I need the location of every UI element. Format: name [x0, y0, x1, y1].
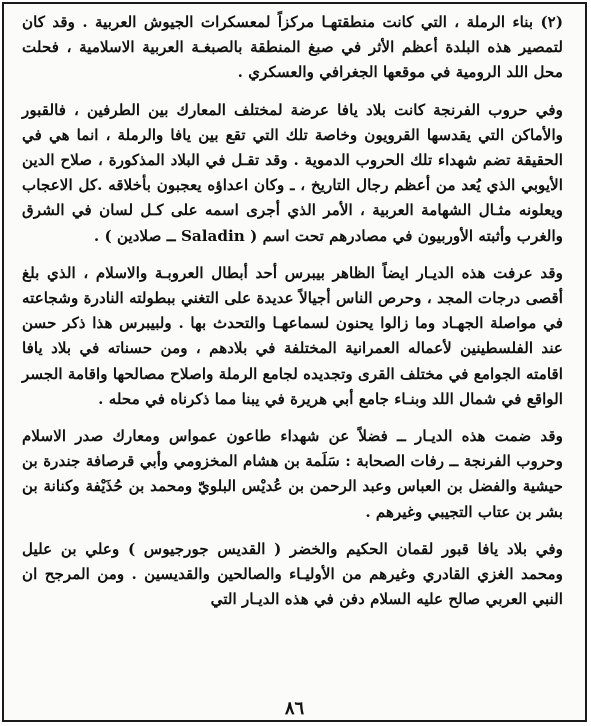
- paragraph-shrines: وفي بلاد يافا قبور لقمان الحكيم والخضر ( القديس جورجيوس ) وعلي بن عليل ومحمد الغزي القادري وغيرهم من الأوليـاء والصالحين والقديسين . ومن المرجح ان النبي العربي صالح عليه السلام دفن في هذه الديـار التي: [22, 539, 563, 609]
- paragraph-baybars: وقد عرفت هذه الديـار ايضاً الظاهر بيبرس أحد أبطال العروبـة والاسلام ، الذي بلغ أقصى درجات المجد ، وحرص الناس أجيالاً عديدة على التغني ببطولته النادرة وشجاعته في مواصلة الجهـاد وما زالوا يحنون لسماعهـا والتحدث بها . ولبيبرس هذا ذكر حسن عند الفلسطينين لأعماله العمرانية المختلفة في بلادهم ، ومن حسناته في بلاد يافا اقامته الجوامع في مختلف القرى وتجديده لجامع الرملة واصلاح مصالحها واقامة الجسر الواقع في شمال اللد وبنـاء جامع أبي هريرة في يبنا مما ذكرناه في محله .: [22, 263, 563, 408]
- page-body: [22, 10, 563, 612]
- paragraph-ramla: (٢) بناء الرملة ، التي كانت منطقتهـا مركزاً لمعسكرات الجيوش العربية . وقد كان لتمصير هذه البلدة أعظم الأثر في صبغ المنطقة بالصبغـة العربية الاسلامية ، فحلت محل اللد الرومية في موقعها الجغرافي والعسكري .: [22, 13, 563, 82]
- paragraph-crusades: وفي حروب الفرنجة كانت بلاد يافا عرضة لمختلف المعارك بين الطرفين ، فالقبور والأماكن التي يقدسها القرويون وخاصة تلك التي تقع بين يافا والرملة ، انما هي في الحقيقة تضم شهداء تلك الحروب الدموية . وقد تقـل في البلاد المذكورة ، صلاح الدين الأيوبي الذي يُعد من أعظم رجال التاريخ ، ـ وكان اعداؤه يعجبون بأخلاقه .كل الاعجاب ويعلونه مثـال الشهامة العربية ، الأمر الذي أجرى اسمه على كـل لسان في الشرق والغرب وأثبته الأوربيون في مصادرهم تحت اسم ( Saladin ــ صلادين ) .: [22, 100, 563, 245]
- paragraph-companions: وقد ضمت هذه الديـار ــ فضلاً عن شهداء طاعون عمواس ومعارك صدر الاسلام وحروب الفرنجة ــ رفات الصحابة : سَلَمة بن هشام المخزومي وأبي قرصافة جندرة بن حيشية والفضل بن العباس وعبد الرحمن بن عُديْس البلويّ ومحمد بن حُذَيْفة وكنانة بن بشر بن عتاب التجيبي وغيرهم .: [22, 427, 563, 521]
- page-frame: [2, 2, 587, 722]
- page-number: ٨٦: [284, 698, 305, 719]
